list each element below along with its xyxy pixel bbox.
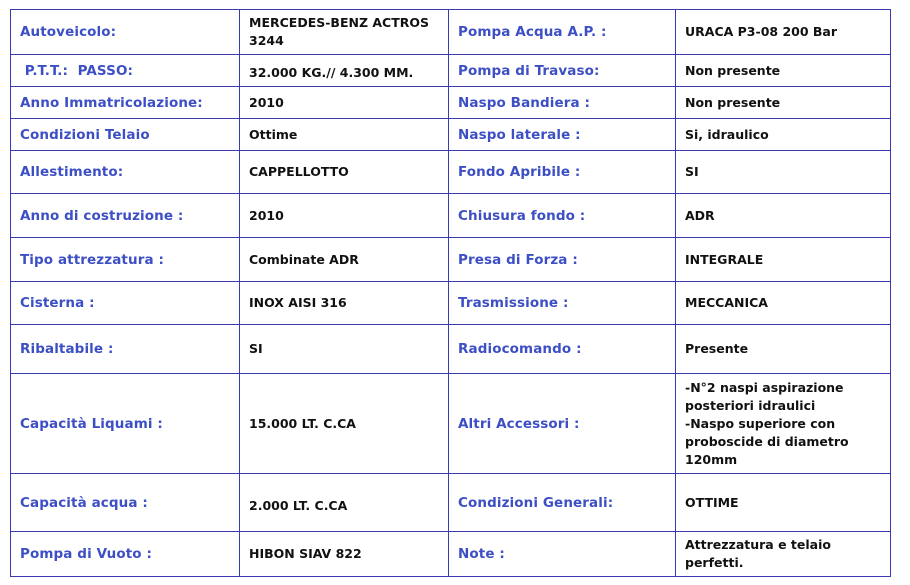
field-value: 2.000 LT. C.CA xyxy=(240,474,449,532)
field-value: 2010 xyxy=(240,87,449,119)
field-value: SI xyxy=(240,325,449,374)
field-label: Trasmissione : xyxy=(449,282,676,325)
field-value: 32.000 KG.// 4.300 MM. xyxy=(240,55,449,87)
field-value: Non presente xyxy=(676,55,891,87)
field-value: Non presente xyxy=(676,87,891,119)
field-value: URACA P3-08 200 Bar xyxy=(676,10,891,55)
field-value: ADR xyxy=(676,194,891,238)
field-label: Capacità acqua : xyxy=(11,474,240,532)
field-value: Combinate ADR xyxy=(240,238,449,282)
field-value: -N°2 naspi aspirazione posteriori idraulici -Naspo superiore con proboscide di diametro 120mm xyxy=(676,374,891,474)
table-row xyxy=(11,532,891,577)
field-value: SI xyxy=(676,151,891,194)
table-row xyxy=(11,10,891,55)
field-label: Naspo laterale : xyxy=(449,119,676,151)
field-value: MECCANICA xyxy=(676,282,891,325)
table-row xyxy=(11,238,891,282)
field-value: CAPPELLOTTO xyxy=(240,151,449,194)
table-row xyxy=(11,194,891,238)
field-value: MERCEDES-BENZ ACTROS 3244 xyxy=(240,10,449,55)
spec-table-body xyxy=(11,10,891,577)
field-value: Ottime xyxy=(240,119,449,151)
field-value: HIBON SIAV 822 xyxy=(240,532,449,577)
field-label: P.T.T.: PASSO: xyxy=(11,55,240,87)
field-label: Ribaltabile : xyxy=(11,325,240,374)
field-label: Anno di costruzione : xyxy=(11,194,240,238)
field-value: OTTIME xyxy=(676,474,891,532)
table-row xyxy=(11,374,891,474)
field-label: Chiusura fondo : xyxy=(449,194,676,238)
field-label: Allestimento: xyxy=(11,151,240,194)
field-value: Si, idraulico xyxy=(676,119,891,151)
field-label: Condizioni Telaio xyxy=(11,119,240,151)
field-value: 2010 xyxy=(240,194,449,238)
field-label: Naspo Bandiera : xyxy=(449,87,676,119)
field-label: Anno Immatricolazione: xyxy=(11,87,240,119)
field-label: Pompa Acqua A.P. : xyxy=(449,10,676,55)
vehicle-spec-table xyxy=(10,9,891,577)
table-row xyxy=(11,151,891,194)
table-row xyxy=(11,282,891,325)
field-value: INTEGRALE xyxy=(676,238,891,282)
field-label: Pompa di Travaso: xyxy=(449,55,676,87)
field-label: Cisterna : xyxy=(11,282,240,325)
field-label: Capacità Liquami : xyxy=(11,374,240,474)
field-label: Tipo attrezzatura : xyxy=(11,238,240,282)
table-row xyxy=(11,55,891,87)
field-label: Fondo Apribile : xyxy=(449,151,676,194)
table-row xyxy=(11,325,891,374)
field-value: INOX AISI 316 xyxy=(240,282,449,325)
field-value: Presente xyxy=(676,325,891,374)
table-row xyxy=(11,119,891,151)
field-label: Autoveicolo: xyxy=(11,10,240,55)
table-row xyxy=(11,474,891,532)
field-label: Presa di Forza : xyxy=(449,238,676,282)
field-label: Condizioni Generali: xyxy=(449,474,676,532)
field-value: Attrezzatura e telaio perfetti. xyxy=(676,532,891,577)
field-label: Note : xyxy=(449,532,676,577)
field-label: Radiocomando : xyxy=(449,325,676,374)
field-label: Pompa di Vuoto : xyxy=(11,532,240,577)
table-row xyxy=(11,87,891,119)
field-value: 15.000 LT. C.CA xyxy=(240,374,449,474)
field-label: Altri Accessori : xyxy=(449,374,676,474)
